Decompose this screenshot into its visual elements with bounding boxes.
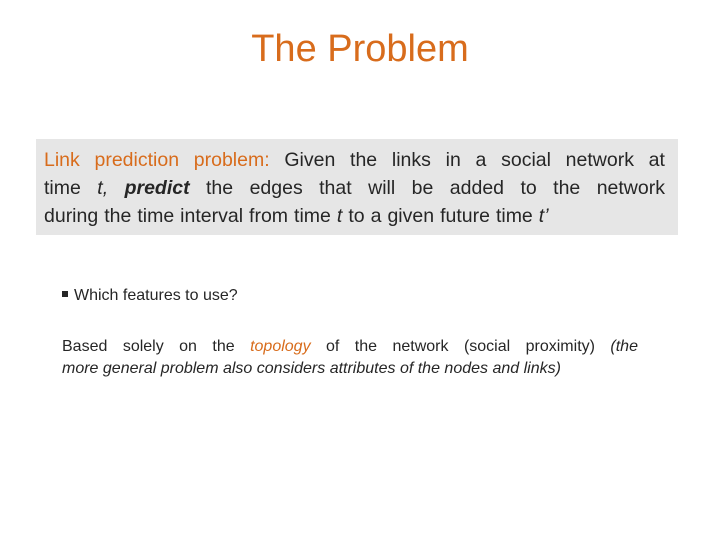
word: the	[354, 338, 378, 355]
word: prediction	[94, 149, 180, 171]
word: t	[336, 205, 343, 227]
word: network	[596, 177, 665, 199]
word: t’	[538, 205, 549, 227]
word: interval	[180, 205, 244, 227]
word: of	[326, 338, 340, 355]
explanation-paragraph	[62, 336, 638, 380]
bullet-item	[62, 287, 238, 305]
word: Based	[62, 338, 108, 355]
word: at	[648, 149, 665, 171]
word: given	[387, 205, 435, 227]
square-bullet-icon	[62, 291, 68, 297]
word: (the	[610, 338, 638, 355]
word: the	[212, 338, 235, 355]
word: Link	[44, 149, 80, 171]
word: to	[520, 177, 537, 199]
definition-box	[36, 139, 678, 235]
paragraph-line-1	[62, 336, 638, 358]
word: links	[391, 149, 431, 171]
word: the	[104, 205, 132, 227]
word: that	[319, 177, 352, 199]
word: topology	[250, 338, 311, 355]
word: to	[348, 205, 365, 227]
paragraph-line-2	[62, 358, 638, 380]
bullet-text: Which features to use?	[74, 287, 238, 304]
word: edges	[249, 177, 303, 199]
word: added	[449, 177, 505, 199]
word: be	[411, 177, 434, 199]
word: the	[553, 177, 581, 199]
definition-line-3	[44, 202, 665, 230]
paragraph-italic-text: more general problem also considers attributes of the nodes and links)	[62, 360, 561, 377]
word: problem:	[193, 149, 270, 171]
word: future	[440, 205, 490, 227]
word: time	[294, 205, 331, 227]
word: Given	[284, 149, 336, 171]
word: social	[501, 149, 551, 171]
word: time	[44, 177, 81, 199]
word: proximity)	[525, 338, 595, 355]
slide-title: The Problem	[251, 28, 469, 70]
word: a	[475, 149, 487, 171]
word: solely	[122, 338, 164, 355]
word: the	[206, 177, 234, 199]
definition-line-1	[44, 146, 665, 174]
word: from	[249, 205, 289, 227]
word: network	[392, 338, 449, 355]
word: in	[445, 149, 461, 171]
word: on	[179, 338, 197, 355]
definition-line-2	[44, 174, 665, 202]
word: will	[368, 177, 396, 199]
word: network	[565, 149, 634, 171]
word: predict	[124, 177, 190, 199]
word: time	[137, 205, 175, 227]
word: time	[495, 205, 533, 227]
word: t,	[97, 177, 109, 199]
word: during	[44, 205, 99, 227]
word: a	[370, 205, 382, 227]
word: the	[350, 149, 378, 171]
word: (social	[463, 338, 511, 355]
